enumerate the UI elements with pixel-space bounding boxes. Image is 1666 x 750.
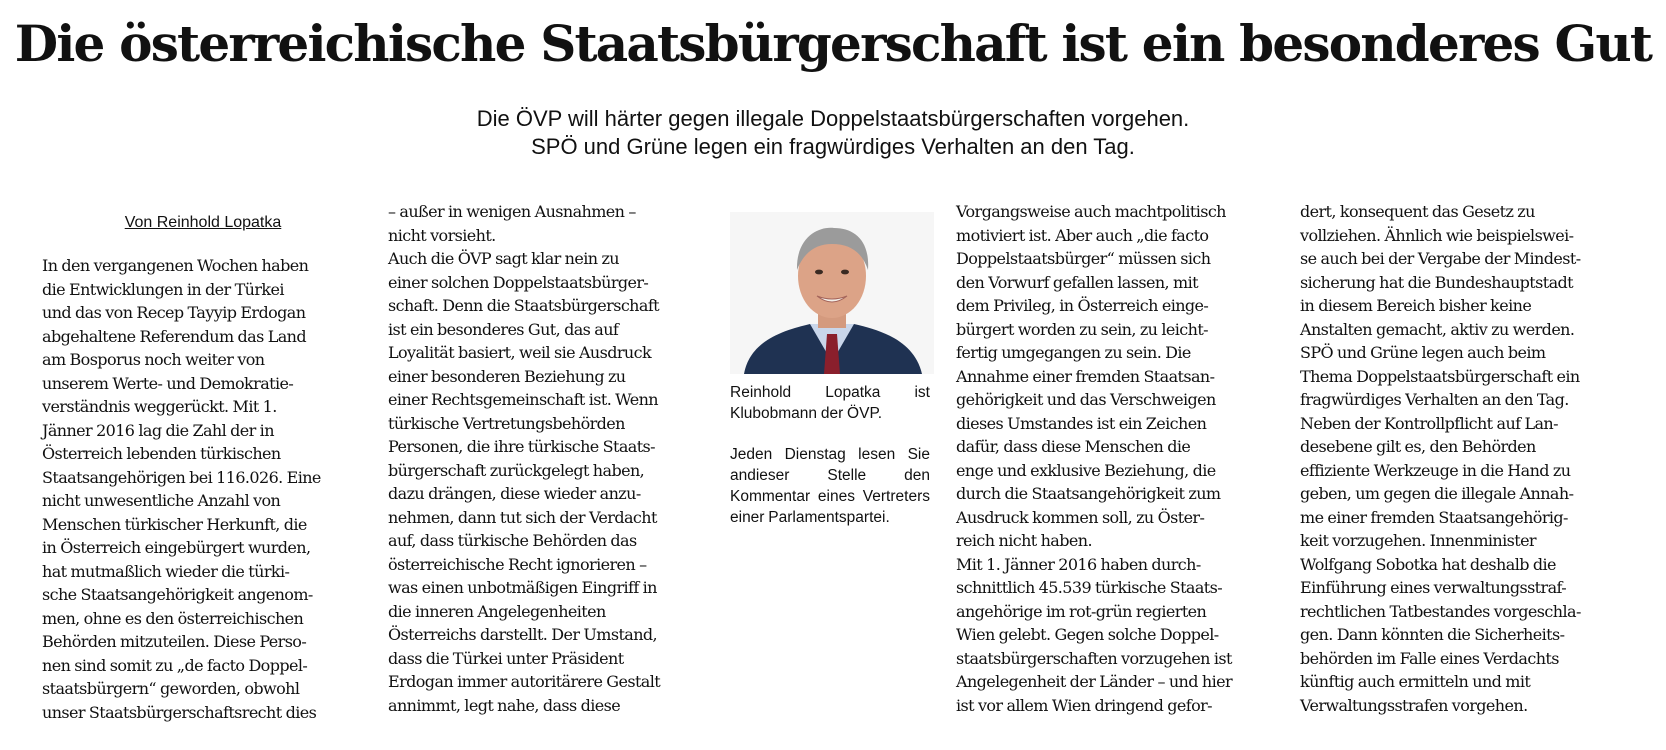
article-column-4: dert, konsequent das Gesetz zu vollziehen. Ähnlich wie beispielswei- se auch bei der Vergabe der Mindest- sicherung hat die Bundeshauptstadt in diesem Bereich bisher keine Anstalten gemacht, aktiv zu werden. SPÖ und Grüne legen auch beim Thema Doppelstaatsbürgerschaft ein fragwürdiges Verhalten an den Tag. Neben der Kontrollpflicht auf Lan- desebene gilt es, den Behörden effiziente Werkzeuge in die Hand zu geben, um gegen die illegale Annah- me einer fremden Staatsangehörig- keit vorzugehen. Innenminister Wolfgang Sobotka hat deshalb die Einführung eines verwaltungsstraf- rechtlichen Tatbestandes vorgeschla- gen. Dann könnten die Sicherheits- behörden im Falle eines Verdachts künftig auch ermitteln und mit Verwaltungsstrafen vorgehen.: [1300, 202, 1581, 715]
author-photo: [730, 212, 934, 374]
article-headline: Die österreichische Staatsbürgerschaft ist ein besonderes Gut: [14, 14, 1652, 73]
author-portrait-icon: [730, 212, 934, 374]
article-subheadline: [0, 105, 1666, 161]
article-column-1: In den vergangenen Wochen haben die Entwicklungen in der Türkei und das von Recep Tayyip Erdogan abgehaltene Referendum das Land am Bosporus noch weiter von unserem Werte- und Demokratie- verständnis weggerückt. Mit 1. Jänner 2016 lag die Zahl der in Österreich lebenden türkischen Staatsangehörigen bei 116.026. Eine nicht unwesentliche Anzahl von Menschen türkischer Herkunft, die in Österreich eingebürgert wurden, hat mutmaßlich wieder die türki- sche Staatsangehörigkeit angenom- men, ohne es den österreichischen Behörden mitzuteilen. Diese Perso- nen sind somit zu „de facto Doppel- staatsbürgern“ geworden, obwohl unser Staatsbürgerschaftsrecht dies: [42, 256, 321, 722]
subheadline-line-1: Die ÖVP will härter gegen illegale Doppelstaatsbürgerschaften vorgehen.: [476, 106, 1190, 131]
article-column-3: Vorgangsweise auch machtpolitisch motiviert ist. Aber auch „die facto Doppelstaatsbürger“ müssen sich den Vorwurf gefallen lassen, mit dem Privileg, in Österreich einge- bürgert worden zu sein, zu leicht- fertig umgegangen zu sein. Die Annahme einer fremden Staatsan- gehörigkeit und das Verschweigen dieses Umstandes ist ein Zeichen dafür, dass diese Menschen die enge und exklusive Beziehung, die durch die Staatsangehörigkeit zum Ausdruck kommen soll, zu Öster- reich nicht haben. Mit 1. Jänner 2016 haben durch- schnittlich 45.539 türkische Staats- angehörige im rot-grün regierten Wien gelebt. Gegen solche Doppel- staatsbürgerschaften vorzugehen ist Angelegenheit der Länder – und hier ist vor allem Wien dringend gefor-: [956, 202, 1233, 715]
article-column-2: – außer in wenigen Ausnahmen – nicht vorsieht. Auch die ÖVP sagt klar nein zu einer solchen Doppelstaatsbürger- schaft. Denn die Staatsbürgerschaft ist ein besonderes Gut, das auf Loyalität basiert, weil sie Ausdruck einer besonderen Beziehung zu einer Rechtsgemeinschaft ist. Wenn türkische Vertretungsbehörden Personen, die ihre türkische Staats- bürgerschaft zurückgelegt haben, dazu drängen, diese wieder anzu- nehmen, dann tut sich der Verdacht auf, dass türkische Behörden das österreichische Recht ignorieren – was einen unbotmäßigen Eingriff in die inneren Angelegenheiten Österreichs darstellt. Der Umstand, dass die Türkei unter Präsident Erdogan immer autoritärere Gestalt annimmt, legt nahe, dass diese: [388, 202, 661, 715]
photo-caption-box: [730, 382, 930, 548]
subheadline-line-2: SPÖ und Grüne legen ein fragwürdiges Verhalten an den Tag.: [531, 134, 1135, 159]
author-byline: Von Reinhold Lopatka: [124, 214, 282, 231]
photo-caption: Reinhold Lopatka ist Klubobmann der ÖVP.: [730, 384, 930, 422]
column-series-note: Jeden Dienstag lesen Sie andieser Stelle den Kommentar eines Vertreters einer Parlamentspartei.: [730, 446, 930, 526]
